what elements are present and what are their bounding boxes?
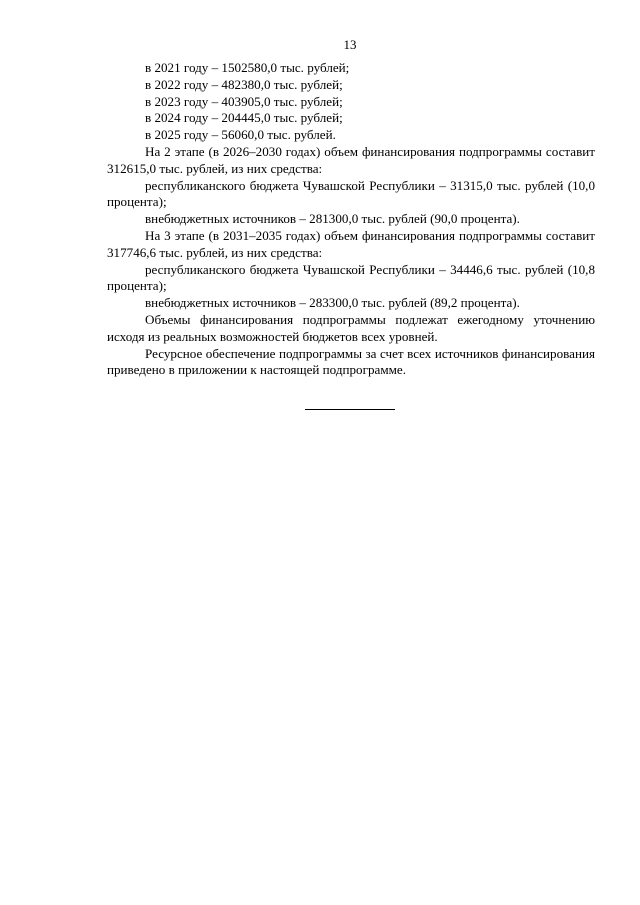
- stage-2-paragraph: На 2 этапе (в 2026–2030 годах) объем финансирования подпрограммы составит 312615,0 тыс. рублей, из них средства:: [107, 143, 595, 176]
- page-number: 13: [343, 37, 357, 52]
- stage-3-republic-budget: республиканского бюджета Чувашской Республики – 34446,6 тыс. рублей (10,8 процента);: [107, 261, 595, 294]
- resource-provision-paragraph: Ресурсное обеспечение подпрограммы за счет всех источников финансирования приведено в приложении к настоящей подпрограмме.: [107, 345, 595, 378]
- stage-2-extrabudgetary: внебюджетных источников – 281300,0 тыс. рублей (90,0 процента).: [145, 211, 520, 227]
- funding-2021-line: в 2021 году – 1502580,0 тыс. рублей;: [145, 60, 350, 75]
- funding-2025-line: в 2025 году – 56060,0 тыс. рублей.: [145, 127, 336, 143]
- end-separator-line: [305, 409, 395, 410]
- stage-2-republic-budget: республиканского бюджета Чувашской Республики – 31315,0 тыс. рублей (10,0 процента);: [107, 177, 595, 210]
- document-body: [107, 60, 595, 379]
- stage-3-paragraph: На 3 этапе (в 2031–2035 годах) объем финансирования подпрограммы составит 317746,6 тыс. рублей, из них средства:: [107, 227, 595, 260]
- stage-3-extrabudgetary: внебюджетных источников – 283300,0 тыс. рублей (89,2 процента).: [145, 295, 520, 311]
- funding-2024-line: в 2024 году – 204445,0 тыс. рублей;: [145, 110, 343, 126]
- annual-adjustment-paragraph: Объемы финансирования подпрограммы подлежат ежегодному уточнению исходя из реальных возможностей бюджетов всех уровней.: [107, 311, 595, 344]
- funding-2023-line: в 2023 году – 403905,0 тыс. рублей;: [145, 93, 343, 109]
- funding-2022-line: в 2022 году – 482380,0 тыс. рублей;: [145, 76, 343, 92]
